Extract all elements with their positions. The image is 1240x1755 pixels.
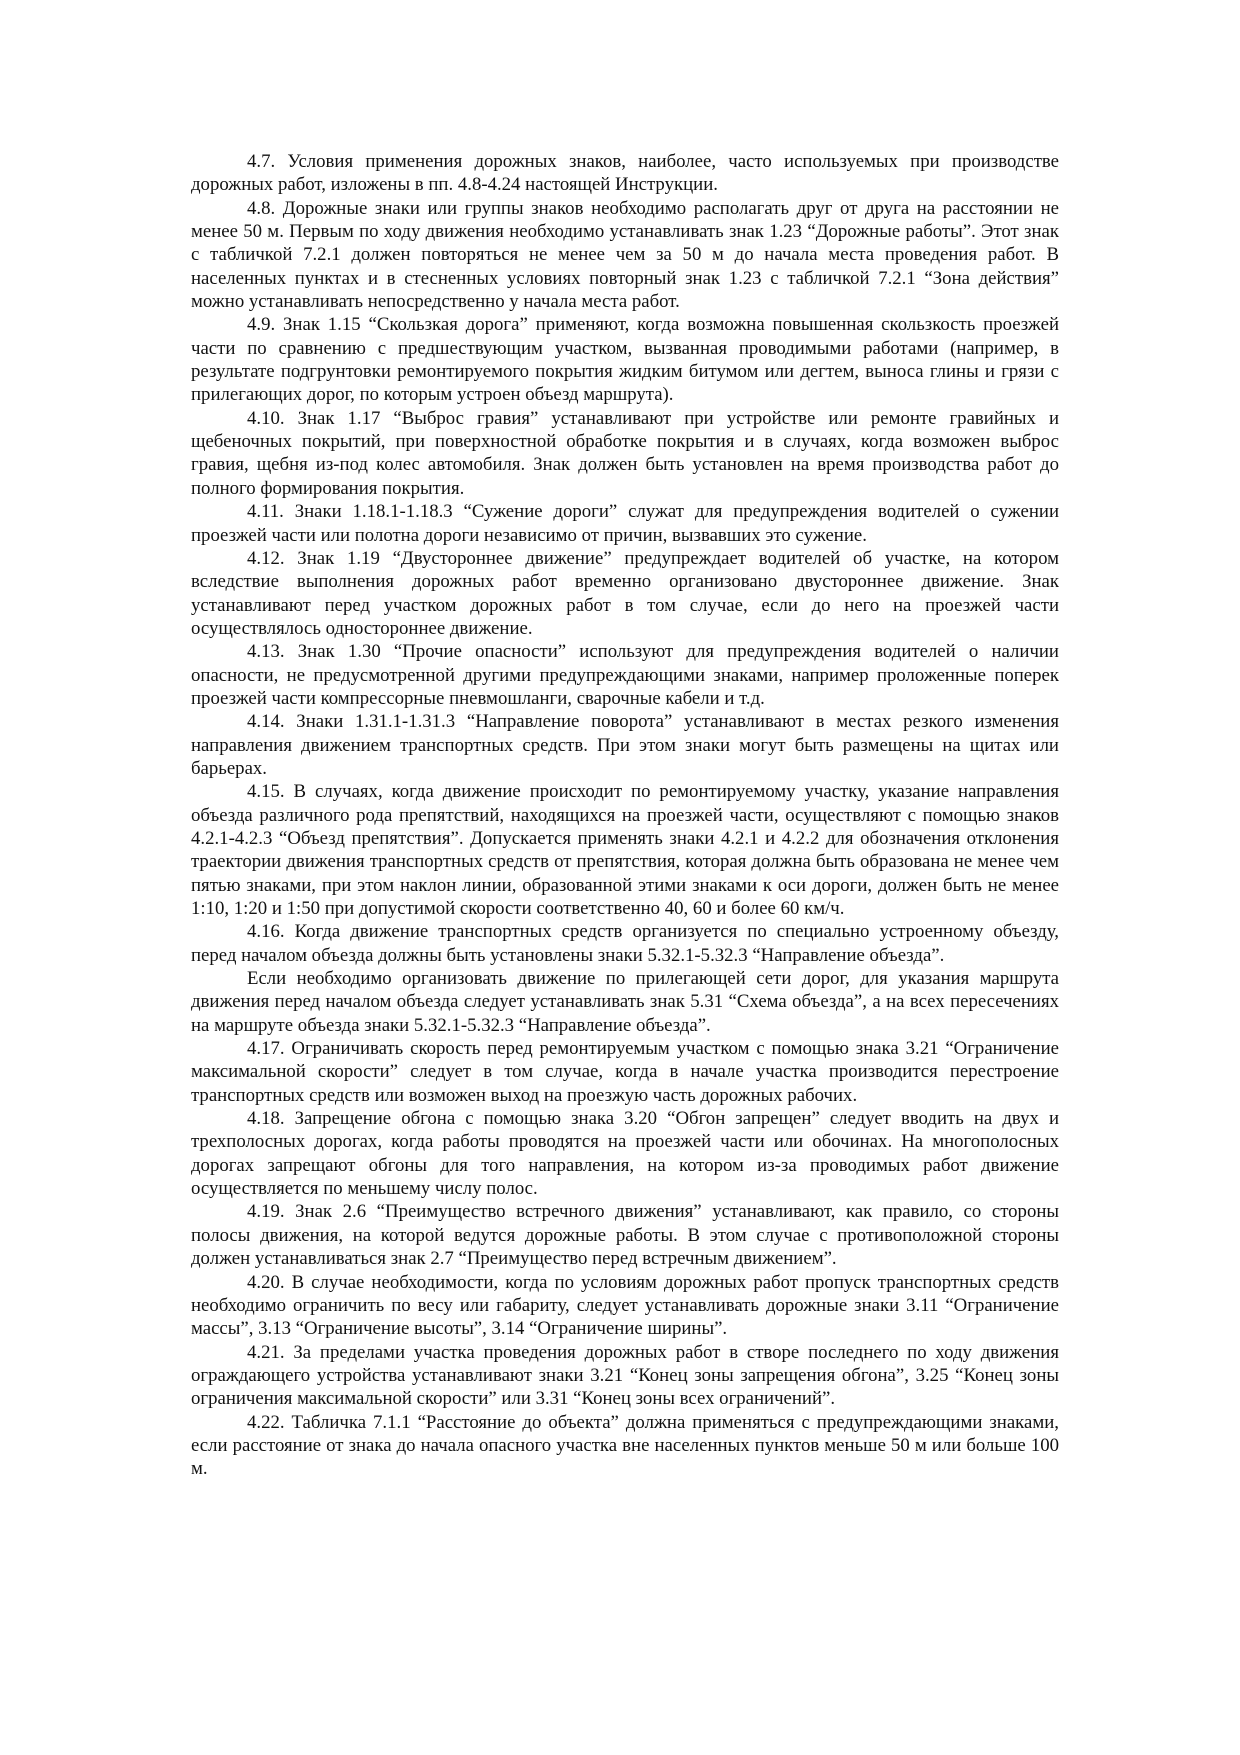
paragraph-4-20: 4.20. В случае необходимости, когда по условиям дорожных работ пропуск транспортных средств необходимо ограничить по весу или габариту, следует устанавливать дорожные знаки 3.11 “Ограничение массы”, 3.13 “Ограничение высоты”, 3.14 “Ограничение ширины”. <box>191 1271 1059 1340</box>
paragraph-4-15: 4.15. В случаях, когда движение происходит по ремонтируемому участку, указание направления объезда различного рода препятствий, находящихся на проезжей части, осуществляют с помощью знаков 4.2.1-4.2.3 “Объезд препятствия”. Допускается применять знаки 4.2.1 и 4.2.2 для обозначения отклонения траектории движения транспортных средств от препятствия, которая должна быть образована не менее чем пятью знаками, при этом наклон линии, образованной этими знаками к оси дороги, должен быть не менее 1:10, 1:20 и 1:50 при допустимой скорости соответственно 40, 60 и более 60 км/ч. <box>191 781 1059 919</box>
paragraph-4-14: 4.14. Знаки 1.31.1-1.31.3 “Направление поворота” устанавливают в местах резкого изменения направления движением транспортных средств. При этом знаки могут быть размещены на щитах или барьерах. <box>191 711 1059 779</box>
paragraph-4-8: 4.8. Дорожные знаки или группы знаков необходимо располагать друг от друга на расстоянии не менее 50 м. Первым по ходу движения необходимо устанавливать знак 1.23 “Дорожные работы”. Этот знак с табличкой 7.2.1 должен повторяться не менее чем за 50 м до начала места проведения работ. В населенных пунктах и в стесненных условиях повторный знак 1.23 с табличкой 7.2.1 “Зона действия” можно устанавливать непосредственно у начала места работ. <box>191 197 1059 313</box>
paragraph-4-17: 4.17. Ограничивать скорость перед ремонтируемым участком с помощью знака 3.21 “Ограничение максимальной скорости” следует в том случае, когда в начале участка производится перестроение транспортных средств или возможен выход на проезжую часть дорожных рабочих. <box>191 1038 1059 1106</box>
paragraph-4-7: 4.7. Условия применения дорожных знаков, наиболее, часто используемых при производстве дорожных работ, изложены в пп. 4.8-4.24 настоящей Инструкции. <box>191 151 1059 196</box>
paragraph-4-11: 4.11. Знаки 1.18.1-1.18.3 “Сужение дороги” служат для предупреждения водителей о сужении проезжей части или полотна дороги независимо от причин, вызвавших это сужение. <box>191 501 1059 546</box>
paragraph-4-12: 4.12. Знак 1.19 “Двустороннее движение” предупреждает водителей об участке, на котором вследствие выполнения дорожных работ временно организовано двустороннее движение. Знак устанавливают перед участком дорожных работ в том случае, если до него на проезжей части осуществлялось одностороннее движение. <box>191 547 1059 639</box>
paragraph-4-21: 4.21. За пределами участка проведения дорожных работ в створе последнего по ходу движения ограждающего устройства устанавливают знаки 3.21 “Конец зоны запрещения обгона”, 3.25 “Конец зоны ограничения максимальной скорости” или 3.31 “Конец зоны всех ограничений”. <box>191 1341 1059 1410</box>
paragraph-4-16: 4.16. Когда движение транспортных средств организуется по специально устроенному объезду, перед началом объезда должны быть установлены знаки 5.32.1-5.32.3 “Направление объезда”. <box>191 921 1059 966</box>
paragraph-4-18: 4.18. Запрещение обгона с помощью знака 3.20 “Обгон запрещен” следует вводить на двух и трехполосных дорогах, когда работы проводятся на проезжей части или обочинах. На многополосных дорогах запрещают обгоны для того направления, на котором из-за проводимых работ движение осуществляется по меньшему числу полос. <box>191 1108 1059 1200</box>
paragraph-4-19: 4.19. Знак 2.6 “Преимущество встречного движения” устанавливают, как правило, со стороны полосы движения, на которой ведутся дорожные работы. В этом случае с противоположной стороны должен устанавливаться знак 2.7 “Преимущество перед встречным движением”. <box>191 1201 1059 1270</box>
paragraph-4-13: 4.13. Знак 1.30 “Прочие опасности” используют для предупреждения водителей о наличии опасности, не предусмотренной другими предупреждающими знаками, например проложенные поперек проезжей части компрессорные пневмошланги, сварочные кабели и т.д. <box>191 641 1059 709</box>
paragraph-4-9: 4.9. Знак 1.15 “Скользкая дорога” применяют, когда возможна повышенная скользкость проезжей части по сравнению с предшествующим участком, вызванная проводимыми работами (например, в результате подгрунтовки ремонтируемого покрытия жидким битумом или дегтем, выноса глины и грязи с прилегающих дорог, по которым устроен объезд маршрута). <box>191 314 1059 406</box>
document-page <box>191 150 1059 1481</box>
paragraph-4-10: 4.10. Знак 1.17 “Выброс гравия” устанавливают при устройстве или ремонте гравийных и щебеночных покрытий, при поверхностной обработке покрытия и в случаях, когда возможен выброс гравия, щебня из-под колес автомобиля. Знак должен быть установлен на время производства работ до полного формирования покрытия. <box>191 407 1059 499</box>
paragraph-4-16-continued: Если необходимо организовать движение по прилегающей сети дорог, для указания маршрута движения перед началом объезда следует устанавливать знак 5.31 “Схема объезда”, а на всех пересечениях на маршруте объезда знаки 5.32.1-5.32.3 “Направление объезда”. <box>191 968 1059 1036</box>
paragraph-4-22: 4.22. Табличка 7.1.1 “Расстояние до объекта” должна применяться с предупреждающими знаками, если расстояние от знака до начала опасного участка вне населенных пунктов меньше 50 м или больше 100 м. <box>191 1411 1059 1480</box>
